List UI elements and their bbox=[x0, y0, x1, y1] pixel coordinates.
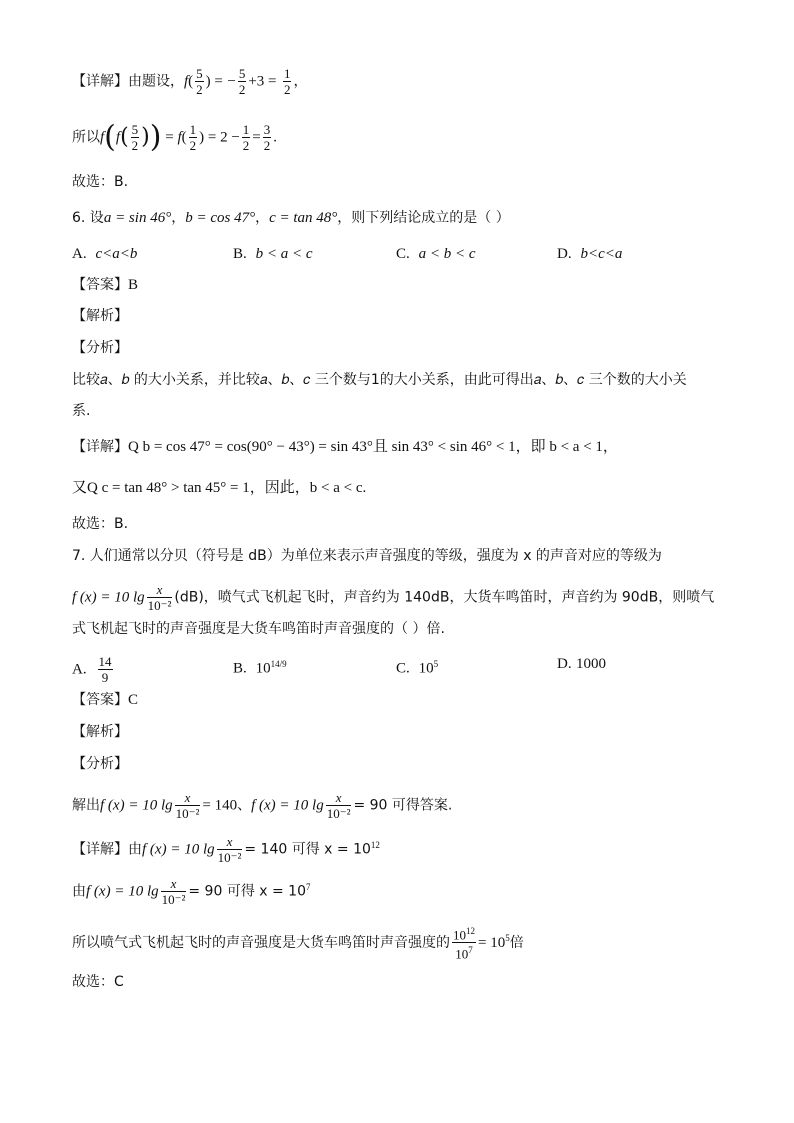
fraction: $\frac{1}{2}$ bbox=[189, 122, 197, 153]
fraction: $\frac{3}{2}$ bbox=[263, 122, 271, 153]
fraction: $\frac{5}{2}$ bbox=[131, 122, 139, 153]
q7-option-a: A. $\frac{14}{9}$ bbox=[72, 654, 112, 685]
q7-analysis-line: 解出f (x) = 10 lg $\frac{x}{\text{10⁻²}}$ = 140、f (x) = 10 lg $\frac{x}{\text{10⁻²}}$ = 90 可得答案. bbox=[72, 790, 453, 821]
fraction: $\frac{1}{2}$ bbox=[283, 66, 291, 97]
fraction: $\frac{x}{\text{10⁻²}}$ bbox=[147, 582, 172, 613]
detail-line-1: 【详解】由题设，f( $\frac{5}{2}$ ) = − $\frac{5}{2}$ +3 = $\frac{1}{2}$ ， bbox=[72, 66, 308, 97]
q7-detail-line-1: 【详解】由f (x) = 10 lg $\frac{x}{\text{10⁻²}}$ = 140 可得 $x = 10^{12}$ bbox=[72, 834, 380, 865]
question-7-stem-2: f (x) = 10 lg $\frac{x}{\text{10⁻²}}$ (dB)，喷气式飞机起飞时，声音约为 140dB，大货车鸣笛时，声音约为 90dB，则喷气 bbox=[72, 582, 715, 613]
q7-analysis-tag: 【解析】 bbox=[72, 724, 128, 740]
q6-option-a: A. c<a<b bbox=[72, 246, 138, 262]
q6-analyze-tag: 【分析】 bbox=[72, 340, 128, 356]
fraction: $\frac{5}{2}$ bbox=[238, 66, 246, 97]
q6-detail-line-2: 又Q c = tan 48° > tan 45° = 1，因此，b < a < c. bbox=[72, 480, 367, 496]
fraction: $\frac{1}{2}$ bbox=[242, 122, 250, 153]
q7-analyze-tag: 【分析】 bbox=[72, 756, 128, 772]
q6-choose: 故选：B. bbox=[72, 516, 129, 532]
q7-detail-line-2: 由f (x) = 10 lg $\frac{x}{\text{10⁻²}}$ = 90 可得 $x = 10^7$ bbox=[72, 876, 311, 907]
q7-option-c: C. $10^5$ bbox=[396, 659, 439, 677]
question-6-stem: 6. 设a = sin 46°，b = cos 47°，c = tan 48°，则下列结论成立的是（ ） bbox=[72, 210, 510, 226]
q7-answer: 【答案】C bbox=[72, 692, 139, 708]
fraction: $\frac{5}{2}$ bbox=[196, 66, 203, 97]
detail-tag: 【详解】 bbox=[72, 73, 128, 90]
question-7-stem-3: 式飞机起飞时的声音强度是大货车鸣笛时声音强度的（ ）倍. bbox=[72, 621, 445, 637]
question-7-stem-1: 7. 人们通常以分贝（符号是 dB）为单位来表示声音强度的等级，强度为 x 的声音对应的等级为 bbox=[72, 548, 662, 564]
q6-analysis-line-1: 比较𝑎、𝑏 的大小关系，并比较𝑎、𝑏、𝑐 三个数与1的大小关系，由此可得出𝑎、𝑏、𝑐 三个数的大小关 bbox=[72, 372, 687, 388]
q7-choose: 故选：C bbox=[72, 974, 124, 990]
q6-option-d: D. b<c<a bbox=[557, 246, 623, 262]
q6-detail-line-1: 【详解】Q b = cos 47° = cos(90° − 43°) = sin 43°且 sin 43° < sin 46° < 1，即 b < a < 1， bbox=[72, 439, 618, 455]
q6-option-b: B. b < a < c bbox=[233, 246, 313, 262]
q6-answer: 【答案】B bbox=[72, 277, 139, 293]
q6-analysis-line-2: 系. bbox=[72, 403, 91, 419]
q6-analysis-tag: 【解析】 bbox=[72, 308, 128, 324]
choose-line: 故选：B. bbox=[72, 174, 129, 190]
q7-ratio-line: 所以喷气式飞机起飞时的声音强度是大货车鸣笛时声音强度的 $\frac{10^{12}}{10^7}$ = $10^5$倍 bbox=[72, 926, 524, 962]
detail-line-2: 所以f(f( $\frac{5}{2}$ )) = f( $\frac{1}{2}$ ) = 2 − $\frac{1}{2}$ = $\frac{3}{2}$ . bbox=[72, 119, 277, 155]
q7-option-d: D. 1000 bbox=[557, 656, 607, 672]
q6-option-c: C. a < b < c bbox=[396, 246, 476, 262]
q7-option-b: B. $10^{14/9}$ bbox=[233, 659, 287, 677]
